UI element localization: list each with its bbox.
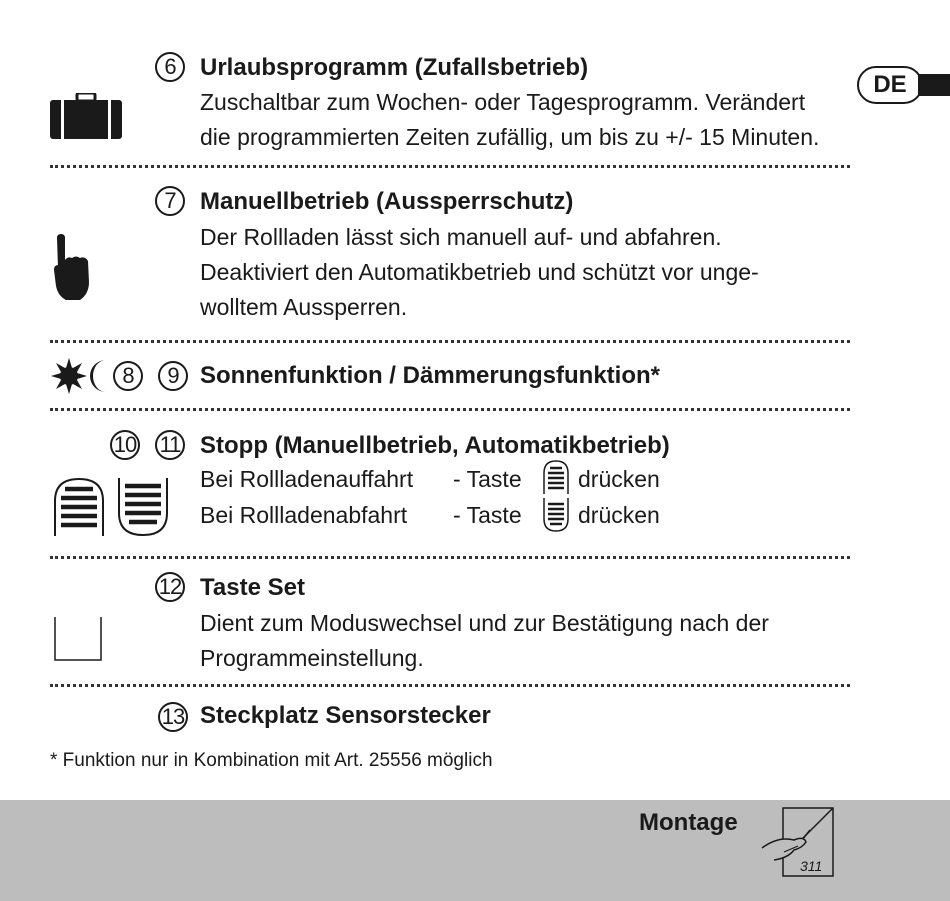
set-key-icon	[54, 617, 102, 661]
divider	[50, 684, 850, 687]
section-title-stop: Stopp (Manuellbetrieb, Automatikbetrieb)	[200, 432, 670, 459]
divider	[50, 556, 850, 559]
down-row-key-text: - Taste	[453, 502, 522, 528]
up-row-label: Bei Rollladenauffahrt	[200, 466, 414, 492]
up-row-key-text: - Taste	[453, 466, 522, 492]
pointing-hand-icon	[52, 234, 92, 302]
section-title-manual: Manuellbetrieb (Aussperrschutz)	[200, 188, 574, 215]
page-corner-icon	[760, 806, 836, 878]
section-title-set-key: Taste Set	[200, 574, 305, 601]
footer-section-label: Montage	[639, 809, 738, 836]
down-row-end: drücken	[578, 502, 660, 528]
up-key-small-icon	[541, 459, 571, 495]
section-title-sun-dusk: Sonnenfunktion / Dämmerungsfunktion*	[200, 362, 660, 389]
item-number-13: 13	[158, 702, 188, 732]
moon-icon	[88, 359, 112, 393]
suitcase-icon	[50, 93, 122, 139]
item-number-8: 8	[113, 361, 143, 391]
item-number-7: 7	[155, 186, 185, 216]
item-number-12: 12	[155, 572, 185, 602]
divider	[50, 408, 850, 411]
section-text-line: die programmierten Zeiten zufällig, um bis zu +/- 15 Minuten.	[200, 124, 820, 150]
page-number: 311	[800, 858, 823, 874]
down-key-icon	[117, 477, 169, 537]
down-row-label: Bei Rollladenabfahrt	[200, 502, 408, 528]
item-number-11: 11	[155, 430, 185, 460]
section-text-line: Programmeinstellung.	[200, 645, 424, 671]
up-key-icon	[53, 477, 105, 537]
divider	[50, 165, 850, 168]
section-text-line: Dient zum Moduswechsel und zur Bestätigung nach der	[200, 610, 769, 636]
divider	[50, 340, 850, 343]
section-text-line: Zuschaltbar zum Wochen- oder Tagesprogramm. Verändert	[200, 89, 806, 115]
footnote: * Funktion nur in Kombination mit Art. 25556 möglich	[50, 750, 493, 771]
item-number-10: 10	[110, 430, 140, 460]
language-tab-bar	[918, 74, 950, 96]
sun-icon	[50, 358, 88, 394]
down-key-small-icon	[541, 497, 571, 533]
section-title-sensor-slot: Steckplatz Sensorstecker	[200, 702, 491, 729]
section-title-vacation: Urlaubsprogramm (Zufallsbetrieb)	[200, 54, 589, 81]
section-text-line: Deaktiviert den Automatikbetrieb und schützt vor unge-	[200, 259, 759, 285]
section-text-line: wolltem Aussperren.	[200, 294, 408, 320]
up-row-end: drücken	[578, 466, 660, 492]
item-number-6: 6	[155, 52, 185, 82]
item-number-9: 9	[158, 361, 188, 391]
language-badge: DE	[857, 66, 923, 104]
section-text-line: Der Rollladen lässt sich manuell auf- und abfahren.	[200, 224, 722, 250]
